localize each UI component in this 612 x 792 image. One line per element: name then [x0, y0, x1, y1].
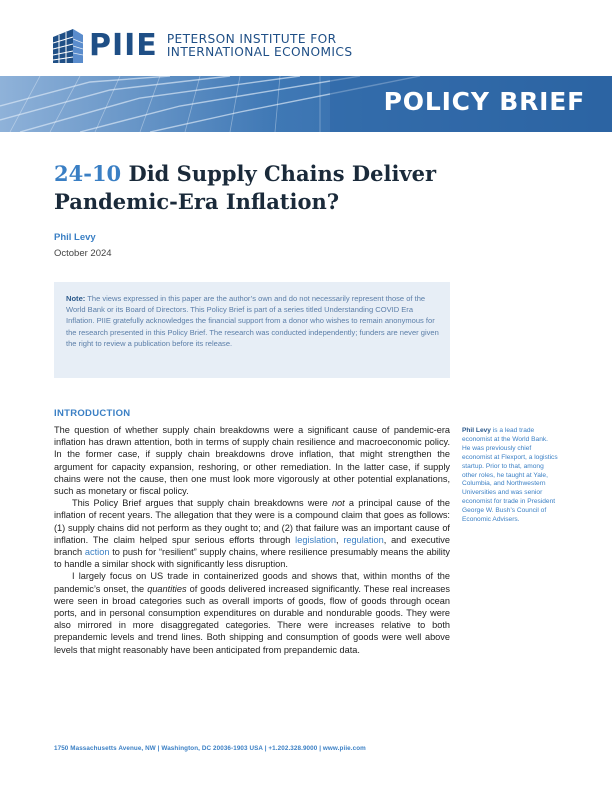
organization-name-line1: PETERSON INSTITUTE FOR [166, 32, 337, 46]
paragraph-2 [54, 497, 450, 570]
brief-number: 24-10 [54, 161, 122, 186]
document-title [54, 160, 474, 216]
author-bio-name: Phil Levy [462, 427, 491, 434]
paragraph-1: The question of whether supply chain breakdowns were a significant cause of pandemic-era inflation has drawn attention, both in terms of supply chain resilience and macroeconomic policy. In the former case, if supply chain breakdowns drove inflation, that might strengthen the argument for capacity expansion, reshoring, or other remediation. In the latter case, if supply chains were not the cause, then one must look more vigorously at other potential explanations, such as monetary or fiscal policy. [54, 425, 450, 497]
p3-part-b: of goods delivered increased significantly. These real increases were seen in broad categories such as overall imports of goods, flow of goods through ocean ports, and in personal consumption expenditures on durable and nondurable goods. They were also mirrored in more disaggregated categories. There were increases relative to both prepandemic levels and trend lines. Both shipping and consumption of goods were well above levels that might reasonably have been anticipated from prepandemic data. [54, 583, 450, 655]
logo-abbreviation: PIIE [89, 28, 158, 63]
publication-date: October 2024 [54, 248, 112, 259]
paragraph-3 [54, 570, 450, 655]
p2-part-b: a principal cause of the inflation of recent years. The allegation that they were is a compound claim that goes as follows: (1) supply chains did not perform as they ought to; and (2) that failure was an important cause of inflation. The claim helped spur serious efforts through [54, 498, 450, 545]
p2-part-a: This Policy Brief argues that supply chain breakdowns were [72, 498, 332, 509]
organization-name [167, 33, 353, 59]
piie-logo[interactable] [53, 26, 352, 66]
note-body: The views expressed in this paper are the author’s own and do not necessarily represent those of the World Bank or its Board of Directors. This Policy Brief is part of a series titled Understanding COVID Era Inflation. PIIE gratefully acknowledges the financial support from a donor who wishes to remain anonymous for the research presented in this Policy Brief. The research was conducted independently; funders are never given the right to review a publication before its release. [66, 294, 439, 348]
note-box [54, 282, 450, 378]
regulation-link[interactable]: regulation [343, 534, 384, 545]
author-bio [462, 427, 558, 525]
p2-emphasis: not [331, 498, 345, 509]
footer-contact: 1750 Massachusetts Avenue, NW | Washington, DC 20036-1903 USA | +1.202.328.9000 | www.piie.com [54, 745, 366, 752]
title-line2: Pandemic-Era Inflation? [54, 189, 340, 214]
building-logo-icon [53, 29, 83, 63]
legislation-link[interactable]: legislation [295, 534, 337, 545]
body-text [54, 424, 450, 656]
banner-label: POLICY BRIEF [383, 87, 585, 116]
p3-emphasis: quantities [147, 583, 187, 594]
organization-name-line2: INTERNATIONAL ECONOMICS [166, 45, 353, 59]
p2-part-c: , [336, 534, 344, 545]
note-text [66, 293, 442, 349]
p2-part-d: , and executive branch [54, 534, 450, 558]
action-link[interactable]: action [84, 547, 110, 558]
note-label: Note: [66, 294, 86, 303]
author-name[interactable]: Phil Levy [54, 232, 96, 243]
p3-part-a: I largely focus on US trade in containerized goods and shows that, within months of the pandemic’s onset, the [54, 571, 450, 594]
section-heading: INTRODUCTION [54, 408, 131, 419]
p2-part-e: to push for “resilient” supply chains, where resilience presumably means the ability to handle a similar shock with significantly less disruption. [54, 547, 450, 570]
author-bio-text: is a lead trade economist at the World Bank. He was previously chief economist at Flexport, a logistics startup. Prior to that, among other roles, he taught at Yale, Columbia, and Northwestern Universities and was senior economist for trade in President George W. Bush’s Council of Economic Advisers. [462, 427, 558, 524]
policy-brief-banner [0, 76, 612, 132]
title-line1: Did Supply Chains Deliver [128, 161, 437, 186]
